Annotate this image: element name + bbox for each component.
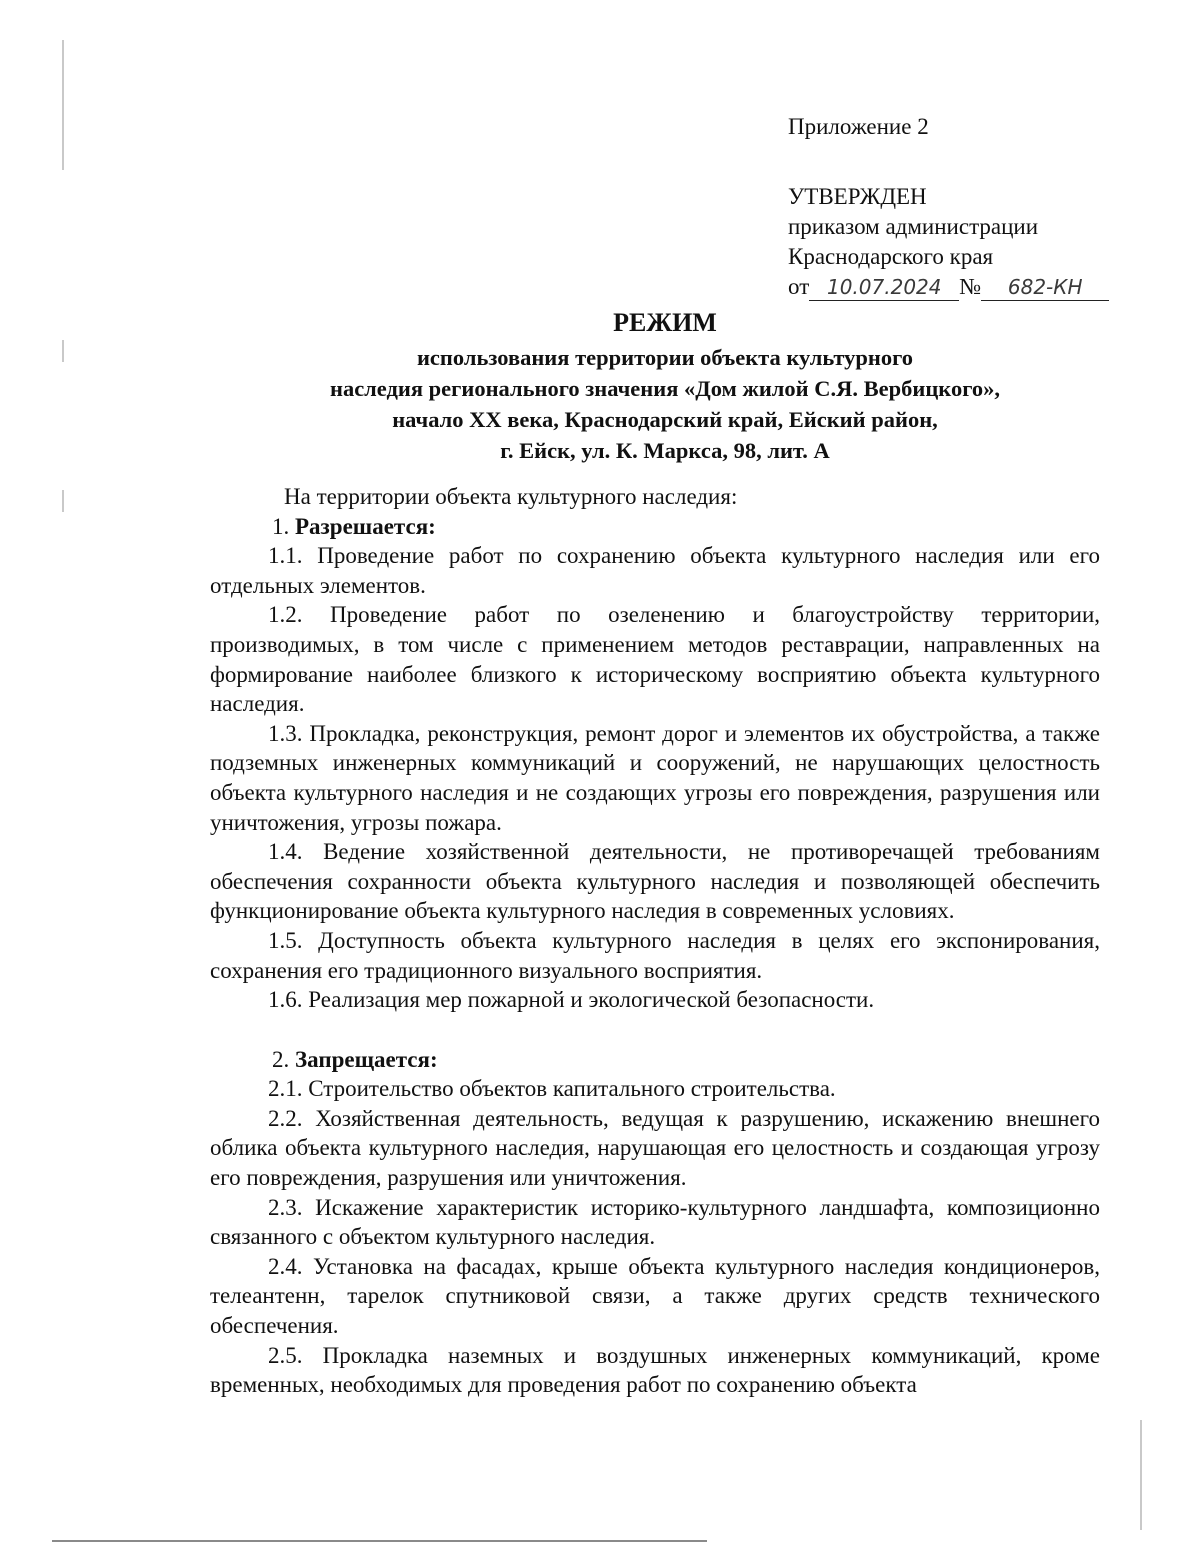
scan-edge-mark-top bbox=[62, 40, 64, 170]
document-title-block bbox=[215, 306, 1115, 466]
approved-by-line-1: приказом администрации bbox=[788, 214, 1039, 239]
clause-2-1: 2.1. Строительство объектов капитального строительства. bbox=[268, 1076, 836, 1102]
document-title: РЕЖИМ bbox=[613, 308, 717, 337]
document-subtitle-line-2: наследия регионального значения «Дом жилой С.Я. Вербицкого», bbox=[329, 376, 1001, 401]
document-subtitle-line-4: г. Ейск, ул. К. Маркса, 98, лит. А bbox=[500, 438, 830, 463]
document-body bbox=[210, 482, 1100, 1400]
clause-1-1: 1.1. Проведение работ по сохранению объекта культурного наследия или его отдельных элементов. bbox=[210, 543, 1100, 598]
section-number: 1. bbox=[272, 513, 290, 539]
appendix-label: Приложение 2 bbox=[788, 114, 929, 139]
approved-label: УТВЕРЖДЕН bbox=[788, 184, 927, 209]
document-subtitle-line-1: использования территории объекта культурного bbox=[416, 345, 914, 370]
clause-2-3: 2.3. Искажение характеристик историко-культурного ландшафта, композиционно связанного с объектом культурного наследия. bbox=[210, 1194, 1100, 1250]
section-heading-text: Разрешается: bbox=[295, 513, 436, 539]
number-sign: № bbox=[959, 274, 982, 299]
clause-1-5: 1.5. Доступность объекта культурного наследия в целях его экспонирования, сохранения его традиционного визуального восприятия. bbox=[210, 927, 1100, 983]
section-heading-allowed bbox=[210, 512, 1100, 542]
scan-edge-mark-bottom bbox=[1140, 1420, 1142, 1530]
scan-bottom-line bbox=[52, 1540, 707, 1542]
order-date-number-line bbox=[788, 272, 1109, 302]
section-heading-text: Запрещается: bbox=[295, 1046, 438, 1072]
date-prefix: от bbox=[788, 274, 810, 299]
intro-paragraph: На территории объекта культурного наследия: bbox=[284, 484, 738, 509]
approval-block bbox=[788, 112, 1109, 302]
clause-1-3: 1.3. Прокладка, реконструкция, ремонт дорог и элементов их обустройства, а также подземных инженерных коммуникаций и сооружений, не нарушающих целостность объекта культурного наследия и не создающих угрозы его повреждения, разрушения или уничтожения, угрозы пожара. bbox=[210, 720, 1100, 835]
clause-2-5: 2.5. Прокладка наземных и воздушных инженерных коммуникаций, кроме временных, необходимых для проведения работ по сохранению объекта bbox=[210, 1342, 1100, 1398]
clause-2-4: 2.4. Установка на фасадах, крыше объекта культурного наследия кондиционеров, телеантенн, тарелок спутниковой связи, а также других средств технического обеспечения. bbox=[210, 1253, 1100, 1339]
section-spacer bbox=[210, 1015, 1100, 1045]
handwritten-number: 682-КН bbox=[981, 274, 1109, 301]
approved-by-line-2: Краснодарского края bbox=[788, 244, 994, 269]
handwritten-date: 10.07.2024 bbox=[809, 274, 959, 301]
section-number: 2. bbox=[272, 1046, 290, 1072]
scan-edge-mark-lower bbox=[62, 490, 64, 512]
scan-edge-mark-mid bbox=[62, 340, 64, 362]
clause-1-4: 1.4. Ведение хозяйственной деятельности, не противоречащей требованиям обеспечения сохранности объекта культурного наследия и позволяющей обеспечить функционирование объекта культурного наследия в современных условиях. bbox=[210, 839, 1100, 924]
clause-1-2: 1.2. Проведение работ по озеленению и благоустройству территории, производимых, в том числе с применением методов реставрации, направленных на формирование наиболее близкого к историческому восприятию объекта культурного наследия. bbox=[210, 602, 1100, 717]
section-heading-prohibited bbox=[210, 1045, 1100, 1075]
document-subtitle-line-3: начало XX века, Краснодарский край, Ейский район, bbox=[392, 407, 938, 432]
clause-2-2: 2.2. Хозяйственная деятельность, ведущая к разрушению, искажению внешнего облика объекта культурного наследия, нарушающая его целостность и создающая угрозу его повреждения, разрушения или уничтожения. bbox=[210, 1105, 1100, 1191]
clause-1-6: 1.6. Реализация мер пожарной и экологической безопасности. bbox=[268, 987, 875, 1013]
